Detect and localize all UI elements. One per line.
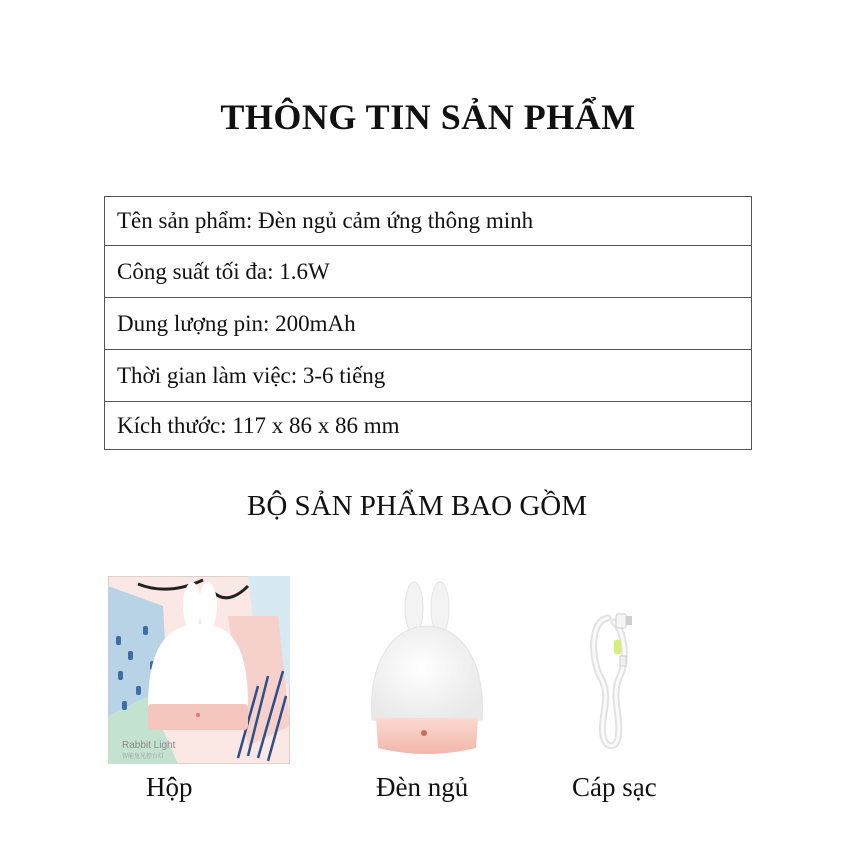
package-title: BỘ SẢN PHẨM BAO GỒM: [247, 490, 587, 522]
spec-row: [105, 197, 752, 246]
spec-row: [105, 298, 752, 350]
spec-row: [105, 350, 752, 402]
spec-power: Công suất tối đa: 1.6W: [105, 246, 752, 298]
spec-runtime: Thời gian làm việc: 3-6 tiếng: [105, 350, 752, 402]
lamp-image: [364, 580, 490, 758]
spec-size: Kích thước: 117 x 86 x 86 mm: [105, 402, 752, 450]
spec-table: [104, 196, 752, 450]
spec-battery: Dung lượng pin: 200mAh: [105, 298, 752, 350]
spec-name: Tên sản phẩm: Đèn ngủ cảm ứng thông minh: [105, 197, 752, 246]
box-image: [108, 576, 290, 764]
page-title: THÔNG TIN SẢN PHẨM: [220, 97, 636, 137]
lamp-label: Đèn ngủ: [376, 772, 469, 802]
box-label: Hộp: [146, 772, 193, 802]
spec-row: [105, 402, 752, 450]
spec-row: [105, 246, 752, 298]
cable-image: [580, 600, 640, 750]
cable-label: Cáp sạc: [572, 772, 657, 802]
box-brand-text: Rabbit Light: [122, 740, 176, 751]
box-subtext: 智能兔光控台灯: [122, 753, 165, 760]
